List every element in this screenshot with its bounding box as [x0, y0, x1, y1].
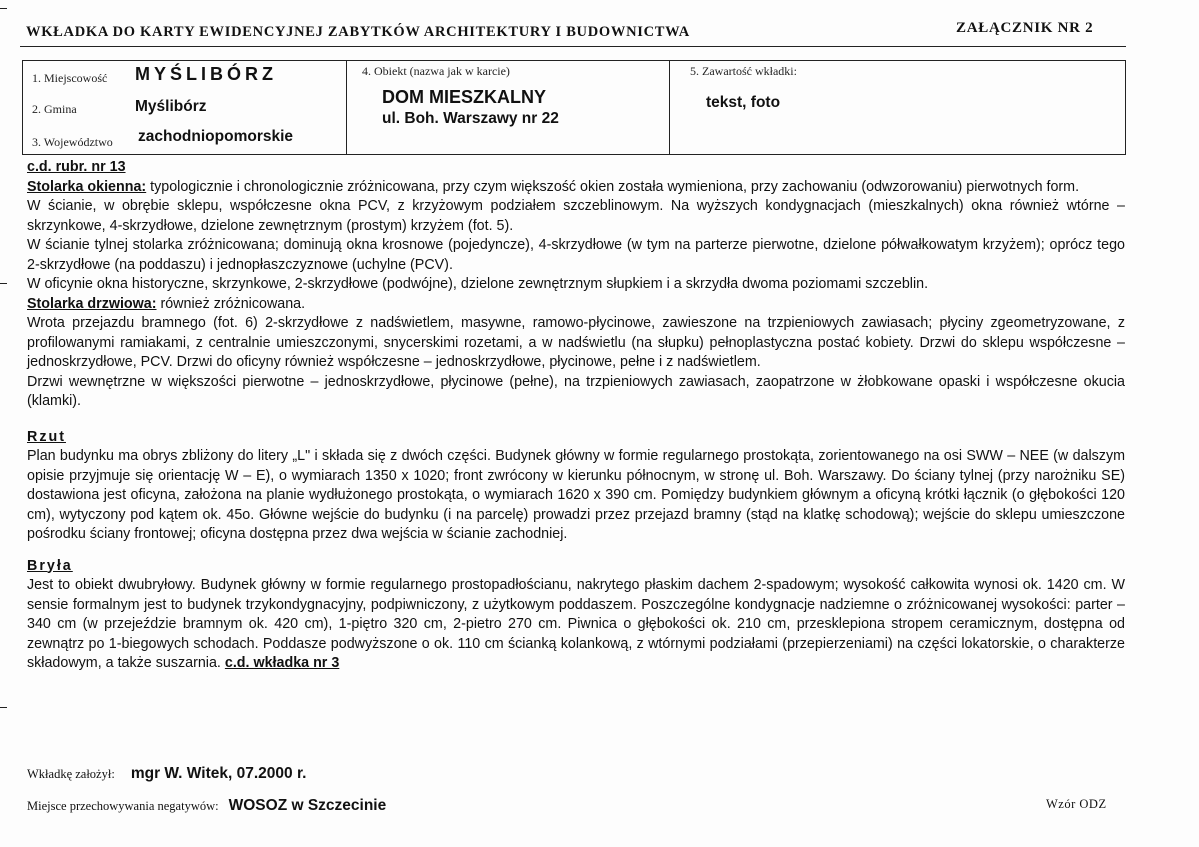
template-label: Wzór ODZ — [1046, 797, 1107, 811]
commune-value: Myślibórz — [135, 98, 207, 115]
mass-heading: Bryła — [27, 557, 73, 574]
windows-paragraph: W oficynie okna historyczne, skrzynkowe, 2-skrzydłowe (podwójne), dzielone zewnętrznym słupkiem i a skrzydła dwoma poziomami szczeblin. — [27, 276, 929, 292]
voivodeship-label: 3. Województwo — [32, 135, 113, 149]
document-title: WKŁADKA DO KARTY EWIDENCYJNEJ ZABYTKÓW ARCHITEKTURY I BUDOWNICTWA — [26, 24, 690, 40]
locality-value: MYŚLIBÓRZ — [135, 64, 277, 84]
object-name: DOM MIESZKALNY — [382, 87, 546, 107]
document-body — [27, 158, 1125, 674]
author-label: Wkładkę założył: — [27, 767, 115, 781]
locality-label: 1. Miejscowość — [32, 71, 108, 85]
edge-mark — [0, 8, 7, 9]
plan-paragraph: Plan budynku ma obrys zbliżony do litery „L" i składa się z dwóch części. Budynek główny w formie regularnego prostokąta, zorientowanego na osi SWW – NEE (w dalszym opisie przyjmuje się orientację W – E), o wymiarach 1350 x 1020; front zwrócony w kierunku północnym, w stronę ul. Boh. Warszawy. Do ściany tylnej (przy narożniku SE) dostawiona jest oficyna, założona na planie wydłużonego prostokąta, o wymiarach 1620 x 390 cm. Pomiędzy budynkiem głównym a oficyną krótki łącznik (o głębokości 120 cm), wytyczony pod kątem ok. 45o. Główne wejście do budynku (i na parcelę) prowadzi przez przejazd bramny (stąd na klatkę schodową); wejście do sklepu umieszczone pośrodku ściany frontowej; oficyna dostępna przez dwa wejścia w ścianie zachodniej. — [27, 448, 1125, 542]
author-line — [27, 765, 306, 783]
info-box-divider — [346, 60, 347, 155]
doors-paragraph: Wrota przejazdu bramnego (fot. 6) 2-skrzydłowe z nadświetlem, masywne, ramowo-płycinowe, zawieszone na trzpieniowych zawiasach; płyciny zgeometryzowane, z profilowanymi ramiakami, z centralnie umieszczonymi, snycerskimi rozetami, a w nadświetlu (na słupku) pełnoplastyczna postać kobiety. Drzwi do sklepu współczesne – jednoskrzydłowe, PCV. Drzwi do oficyny również współczesne – jednoskrzydłowe, płycinowe, pełne i z nadświetlem. — [27, 315, 1125, 370]
doors-intro: również zróżnicowana. — [156, 295, 306, 312]
contents-label: 5. Zawartość wkładki: — [690, 64, 797, 78]
doors-heading: Stolarka drzwiowa: — [27, 295, 157, 312]
object-label: 4. Obiekt (nazwa jak w karcie) — [362, 64, 510, 78]
edge-mark — [0, 283, 7, 284]
next-insert-reference: c.d. wkładka nr 3 — [224, 655, 340, 671]
plan-heading: Rzut — [27, 428, 66, 445]
object-address: ul. Boh. Warszawy nr 22 — [382, 110, 559, 127]
annex-label: ZAŁĄCZNIK NR 2 — [956, 20, 1094, 36]
windows-heading: Stolarka okienna: — [27, 178, 147, 195]
voivodeship-value: zachodniopomorskie — [138, 128, 294, 145]
header-rule — [20, 46, 1126, 47]
doors-paragraph: Drzwi wewnętrzne w większości pierwotne – jednoskrzydłowe, płycinowe (pełne), na trzpieniowych zawiasach, zaopatrzone w żłobkowane opaski i współczesne okucia (klamki). — [27, 373, 1125, 409]
info-box-divider — [669, 60, 670, 155]
commune-label: 2. Gmina — [32, 102, 77, 116]
windows-paragraph: W ścianie tylnej stolarka zróżnicowana; dominują okna krosnowe (pojedyncze), 4-skrzydłowe (w tym na parterze pierwotne, dzielone półwałkowatym krzyżem); oprócz tego 2-skrzydłowe (na poddaszu) i jednopłaszczyznowe (uchylne (PCV). — [27, 237, 1125, 273]
edge-mark — [0, 707, 7, 708]
negatives-label: Miejsce przechowywania negatywów: — [27, 799, 219, 813]
windows-paragraph: W ścianie, w obrębie sklepu, współczesne okna PCV, z krzyżowym podziałem szczeblinowym. Na wyższych kondygnacjach (mieszkalnych) okna również wtórne – skrzynkowe, 4-skrzydłowe, dzielone zewnętrznym (prostym) krzyżem (fot. 5). — [27, 198, 1125, 234]
negatives-line — [27, 797, 386, 815]
windows-intro: typologicznie i chronologicznie zróżnicowana, przy czym większość okien została wymieniona, przy zachowaniu (odwzorowaniu) pierwotnych form. — [146, 178, 1080, 195]
mass-paragraph: Jest to obiekt dwubryłowy. Budynek główny w formie regularnego prostopadłościanu, nakrytego płaskim dachem 2-spadowym; wysokość całkowita wynosi ok. 1420 cm. W sensie formalnym jest to budynek trzykondygnacyjny, podpiwniczony, z użytkowym poddaszem. Poszczególne kondygnacje nadziemne o zróżnicowanej wysokości: parter – 340 cm (w przejeździe bramnym ok. 420 cm), 1-piętro 320 cm, 2-pietro 270 cm. Piwnica o głębokości ok. 210 cm, przesklepiona stropem ceramicznym, dostępna od zewnątrz po 1-biegowych schodach. Poddasze podwyższone o ok. 110 cm ścianką kolankową, z wtórnymi podziałami (przepierzeniami) na części lokatorskie, o charakterze składowym, a także suszarnia. — [27, 577, 1125, 671]
negatives-value: WOSOZ w Szczecinie — [228, 797, 387, 814]
author-value: mgr W. Witek, 07.2000 r. — [130, 765, 307, 782]
contents-value: tekst, foto — [706, 94, 781, 111]
continuation-heading: c.d. rubr. nr 13 — [27, 159, 126, 175]
